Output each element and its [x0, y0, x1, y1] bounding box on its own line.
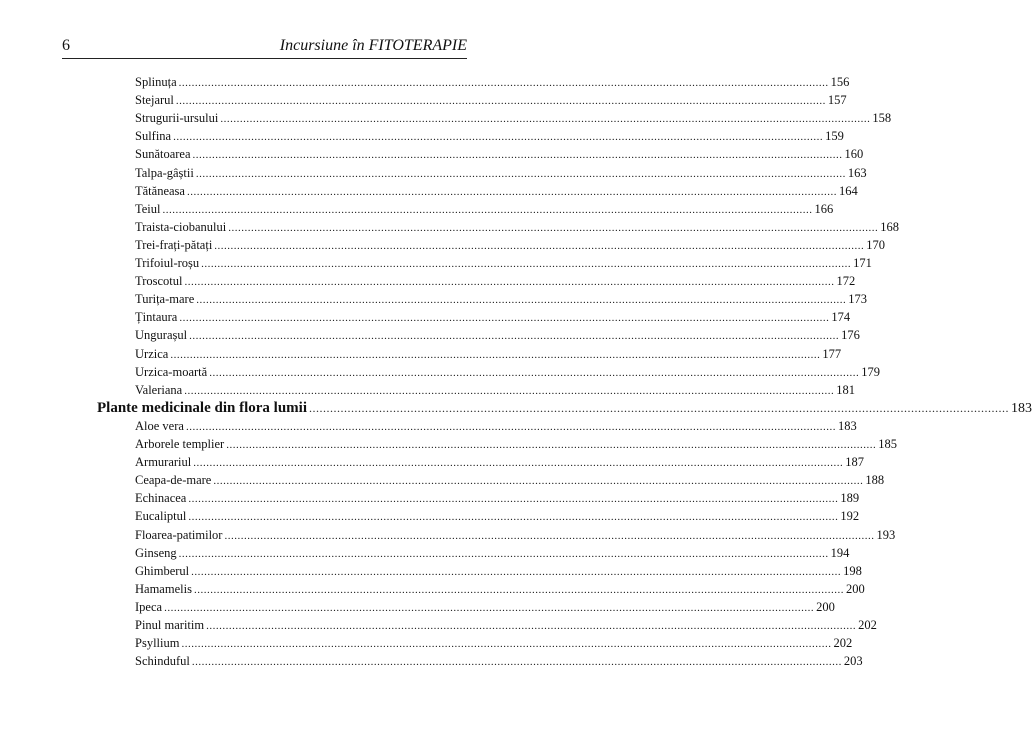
toc-entry [135, 127, 844, 145]
toc-entry [135, 200, 834, 218]
toc-entry-label: Ipeca [135, 599, 163, 614]
toc-entry-label: Psyllium [135, 636, 180, 651]
toc-entry [135, 453, 864, 471]
toc-entry [135, 290, 867, 308]
toc-entry [135, 598, 835, 616]
toc-entry-label: Urzica-moartă [135, 364, 208, 379]
toc-entry-label: Hamamelis [135, 581, 192, 596]
dot-leader: ........................................................................................................................................................................................................ [201, 258, 852, 270]
toc-entry-label: Trifoiul-roșu [135, 256, 200, 270]
toc-entry-page: 193 [876, 527, 896, 542]
dot-leader: ........................................................................................................................................................................................................ [188, 511, 839, 524]
toc-entry [135, 272, 856, 290]
dot-leader: ........................................................................................................................................................................................................ [220, 113, 871, 126]
toc-entry-page: 173 [848, 292, 867, 307]
toc-entry [135, 308, 851, 326]
toc-entry-page: 172 [836, 274, 856, 289]
dot-leader: ........................................................................................................................................................................................................ [179, 312, 830, 325]
toc-entry-page: 183 [1011, 400, 1032, 416]
dot-leader: ........................................................................................................................................................................................................ [185, 420, 836, 433]
dot-leader: ........................................................................................................................................................................................................ [192, 149, 843, 162]
toc-entry-label: Sulfina [135, 129, 172, 144]
toc-entry-page: 185 [878, 437, 897, 451]
dot-leader: ........................................................................................................................................................................................................ [186, 185, 837, 198]
dot-leader: ........................................................................................................................................................................................................ [191, 656, 842, 669]
toc-entry [135, 417, 857, 435]
toc-entry-label: Traista-ciobanului [135, 219, 227, 234]
toc-entry [135, 652, 863, 670]
toc-entry [135, 345, 842, 363]
toc-entry-page: 159 [825, 129, 844, 144]
toc-entry-page: 203 [843, 654, 863, 669]
dot-leader: ........................................................................................................................................................................................................ [214, 239, 865, 252]
running-title: Incursiune în FITOTERAPIE [279, 37, 467, 54]
toc-entry [135, 91, 847, 109]
toc-entry-page: 171 [853, 256, 872, 270]
toc-entry-label: Turița-mare [135, 292, 195, 307]
dot-leader: ........................................................................................................................................................................................................ [224, 529, 875, 542]
dot-leader: ........................................................................................................................................................................................................ [193, 457, 844, 470]
toc-entry-page: 179 [861, 364, 880, 379]
toc-entry [135, 145, 864, 163]
dot-leader: ........................................................................................................................................................................................................ [175, 95, 826, 108]
toc-entry [135, 164, 867, 182]
toc-entry-label: Trei-frați-pătați [135, 237, 213, 252]
dot-leader: ........................................................................................................................................................................................................ [162, 203, 813, 216]
toc-entry-page: 183 [837, 418, 857, 433]
toc-entry-page: 170 [866, 237, 886, 252]
toc-entry-label: Ceapa-de-mare [135, 473, 212, 488]
toc-entry [135, 616, 877, 634]
dot-leader: ........................................................................................................................................................................................................ [196, 294, 847, 307]
dot-leader: ........................................................................................................................................................................................................ [178, 547, 829, 560]
toc-entry-label: Teiul [135, 201, 161, 216]
toc-entry-page: 156 [830, 75, 850, 89]
toc-entry [135, 562, 862, 580]
toc-entry-label: Stejarul [135, 93, 174, 108]
toc-entry [135, 435, 897, 453]
dot-leader: ........................................................................................................................................................................................................ [164, 601, 815, 614]
dot-leader: ........................................................................................................................................................................................................ [195, 167, 846, 180]
toc-entry-label: Ghimberul [135, 563, 190, 578]
dot-leader: ........................................................................................................................................................................................................ [178, 77, 829, 89]
dot-leader: ........................................................................................................................................................................................................ [188, 493, 839, 506]
toc-entry-page: 176 [841, 328, 860, 343]
toc-entry-label: Valeriana [135, 382, 183, 397]
dot-leader: ........................................................................................................................................................................................................ [181, 638, 832, 651]
toc-entry [135, 526, 896, 544]
toc-entry [135, 182, 858, 200]
toc-entry [135, 218, 899, 236]
dot-leader: ........................................................................................................................................................................................................ [309, 400, 1009, 415]
toc-entry-label: Arborele templier [135, 437, 225, 451]
toc-entry-label: Schinduful [135, 654, 190, 669]
dot-leader: ........................................................................................................................................................................................................ [193, 583, 844, 596]
toc-entry-label: Ungurașul [135, 328, 188, 343]
toc-entry [135, 73, 850, 91]
dot-leader: ........................................................................................................................................................................................................ [184, 384, 835, 397]
toc-entry-label: Ginseng [135, 545, 177, 560]
toc-entry-page: 163 [847, 165, 867, 180]
toc-entry-page: 164 [838, 183, 858, 198]
dot-leader: ........................................................................................................................................................................................................ [209, 366, 860, 379]
toc-entry-page: 189 [840, 491, 860, 506]
toc-entry-page: 188 [865, 473, 885, 488]
toc-entry-page: 168 [880, 219, 899, 234]
toc-entry-page: 177 [822, 346, 842, 361]
toc-entry-label: Plante medicinale din flora lumii [97, 399, 307, 416]
dot-leader: ........................................................................................................................................................................................................ [226, 439, 877, 451]
dot-leader: ........................................................................................................................................................................................................ [206, 620, 857, 632]
toc-entry [135, 580, 865, 598]
toc-entry-page: 198 [843, 563, 862, 578]
toc-entry [135, 236, 886, 254]
toc-entry-label: Armurariul [135, 455, 192, 470]
dot-leader: ........................................................................................................................................................................................................ [189, 330, 840, 343]
toc-entry-page: 192 [840, 509, 860, 524]
toc-entry-label: Troscotul [135, 274, 183, 289]
toc-entry-label: Tătăneasa [135, 183, 185, 198]
dot-leader: ........................................................................................................................................................................................................ [173, 131, 824, 144]
toc-entry-label: Sunătoarea [135, 147, 191, 162]
toc-entry-page: 160 [844, 147, 864, 162]
dot-leader: ........................................................................................................................................................................................................ [184, 276, 835, 289]
page-number: 6 [62, 37, 70, 54]
toc-entry [135, 254, 872, 272]
toc-entry [135, 363, 880, 381]
toc-entry [135, 544, 850, 562]
toc-entry-label: Aloe vera [135, 418, 184, 433]
toc-entry [135, 381, 855, 399]
toc-entry [135, 507, 860, 525]
toc-entry-page: 200 [845, 581, 865, 596]
toc-entry [135, 109, 892, 127]
toc-entry-label: Echinacea [135, 491, 187, 506]
toc-entry-page: 157 [827, 93, 847, 108]
toc-entry-page: 166 [814, 201, 834, 216]
toc-entry-label: Splinuța [135, 75, 177, 89]
toc-section-heading [97, 399, 1032, 417]
toc-entry-label: Floarea-patimilor [135, 527, 223, 542]
toc-entry-label: Strugurii-ursului [135, 111, 219, 126]
dot-leader: ........................................................................................................................................................................................................ [191, 565, 842, 578]
toc-entry [135, 634, 853, 652]
toc-entry-label: Țintaura [135, 310, 178, 325]
toc-entry-page: 194 [830, 545, 850, 560]
toc-entry-page: 158 [872, 111, 892, 126]
toc-entry [135, 471, 885, 489]
running-header [62, 36, 467, 59]
dot-leader: ........................................................................................................................................................................................................ [170, 348, 821, 361]
toc-entry-page: 174 [831, 310, 851, 325]
toc-entry-page: 200 [816, 599, 835, 614]
toc-entry-page: 187 [845, 455, 864, 470]
toc-entry [135, 489, 860, 507]
toc-entry-label: Urzica [135, 346, 169, 361]
dot-leader: ........................................................................................................................................................................................................ [228, 221, 879, 234]
toc-entry-label: Pinul maritim [135, 618, 205, 632]
toc-entry [135, 326, 860, 344]
toc-entry-page: 202 [833, 636, 853, 651]
toc-entry-page: 181 [836, 382, 855, 397]
dot-leader: ........................................................................................................................................................................................................ [213, 475, 864, 488]
toc-entry-page: 202 [858, 618, 877, 632]
toc-entry-label: Talpa-gâștii [135, 165, 194, 180]
toc-entry-label: Eucaliptul [135, 509, 187, 524]
